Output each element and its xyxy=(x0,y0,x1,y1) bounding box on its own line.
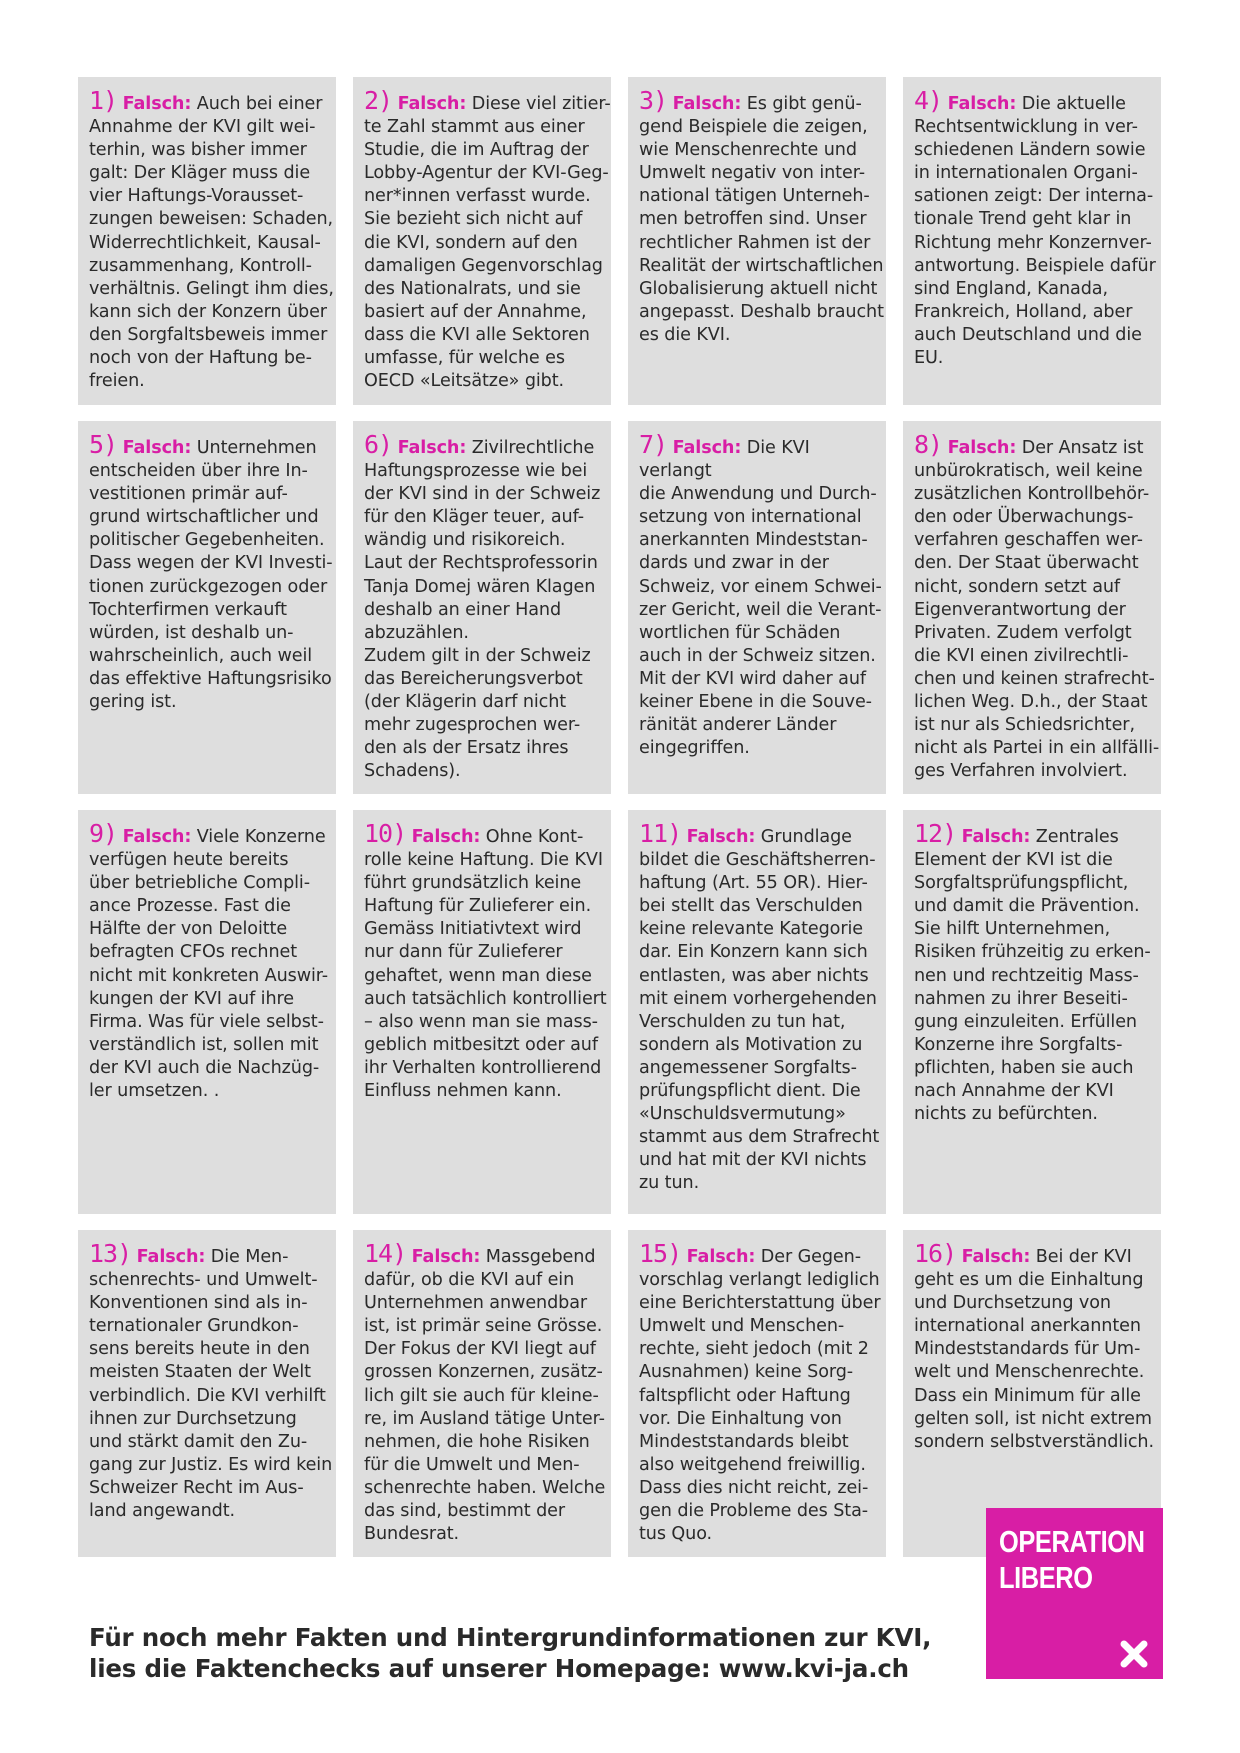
fact-number: 10) xyxy=(364,819,407,848)
fact-text: Ohne Kont- rolle keine Haftung. Die KVI führt grundsätzlich keine Haftung für Zulieferer ein. Gemäss Initiativtext wird nur dann für Zulieferer gehaftet, wenn man diese auch tatsächlich kontrolliert – also wenn man sie mass- geblich mitbesitzt oder auf ihr Verhalten kontrollierend Einfluss nehmen kann. xyxy=(364,827,607,1102)
fact-number: 9) xyxy=(89,819,118,848)
fact-card-6 xyxy=(353,421,611,794)
fact-number: 13) xyxy=(89,1239,132,1268)
fact-number: 15) xyxy=(639,1239,682,1268)
fact-grid xyxy=(78,77,1163,1573)
fact-label: Falsch: xyxy=(672,438,742,458)
fact-row-1 xyxy=(78,77,1163,405)
fact-card-13 xyxy=(78,1230,336,1557)
fact-card-10 xyxy=(353,810,611,1214)
fact-text: Die aktuelle Rechtsentwicklung in ver- schiedenen Ländern sowie in internationalen Organi- sationen zeigt: Der interna- tionale Trend geht klar in Richtung mehr Konzernver- antwortung. Beispiele dafür sind England, Kanada, Frankreich, Holland, aber auch Deutschland und die EU. xyxy=(914,94,1156,369)
fact-card-2 xyxy=(353,77,611,405)
fact-text: Zentrales Element der KVI ist die Sorgfaltsprüfungspflicht, und damit die Prävention. Sie hilft Unternehmen, Risiken frühzeitig zu erken- nen und rechtzeitig Mass- nahmen zu ihrer Beseiti- gung einzuleiten. Erfüllen Konzerne ihre Sorgfalts- pflichten, haben sie auch nach Annahme der KVI nichts zu befürchten. xyxy=(914,827,1151,1125)
fact-card-5 xyxy=(78,421,336,794)
logo-line-1: OPERATION xyxy=(999,1524,1145,1559)
fact-number: 7) xyxy=(639,430,668,459)
fact-label: Falsch: xyxy=(397,438,467,458)
fact-label: Falsch: xyxy=(947,94,1017,114)
fact-text: Auch bei einer Annahme der KVI gilt wei- terhin, was bisher immer galt: Der Kläger muss die vier Haftungs-Vorausset- zungen beweisen: Schaden, Widerrechtlichkeit, Kausal- zusammenhang, Kontroll- verhältnis. Gelingt ihm dies, kann sich der Konzern über den Sorgfaltsbeweis immer noch von der Haftung be- freien. xyxy=(89,94,334,392)
fact-text: Die KVI verlangt die Anwendung und Durch- setzung von international anerkannten Mindeststan- dards und zwar in der Schweiz, vor einem Schwei- zer Gericht, weil die Verant- wortlichen für Schäden auch in der Schweiz sitzen. Mit der KVI wird daher auf keiner Ebene in die Souve- ränität anderer Länder eingegriffen. xyxy=(639,438,882,759)
fact-text: Zivilrechtliche Haftungsprozesse wie bei der KVI sind in der Schweiz für den Kläger teuer, auf- wändig und risikoreich. Laut der Rechtsprofessorin Tanja Domej wären Klagen deshalb an einer Hand abzuzählen. Zudem gilt in der Schweiz das Bereicherungsverbot (der Klägerin darf nicht mehr zugesprochen wer- den als der Ersatz ihres Schadens). xyxy=(364,438,601,782)
fact-card-8 xyxy=(903,421,1161,794)
fact-number: 14) xyxy=(364,1239,407,1268)
operation-libero-logo xyxy=(986,1508,1163,1679)
fact-number: 3) xyxy=(639,86,668,115)
fact-label: Falsch: xyxy=(122,94,192,114)
logo-line-2: LIBERO xyxy=(999,1560,1093,1595)
fact-card-1 xyxy=(78,77,336,405)
fact-label: Falsch: xyxy=(411,827,481,847)
fact-row-3 xyxy=(78,810,1163,1214)
fact-label: Falsch: xyxy=(961,827,1031,847)
fact-card-11 xyxy=(628,810,886,1214)
fact-label: Falsch: xyxy=(947,438,1017,458)
fact-card-7 xyxy=(628,421,886,794)
fact-text: Massgebend dafür, ob die KVI auf ein Unternehmen anwendbar ist, ist primär seine Grösse. Der Fokus der KVI liegt auf grossen Konzernen, zusätz- lich gilt sie auch für kleine- re, im Ausland tätige Unter- nehmen, die hohe Risiken für die Umwelt und Men- schenrechte haben. Welche das sind, bestimmt der Bundesrat. xyxy=(364,1247,606,1545)
fact-label: Falsch: xyxy=(411,1247,481,1267)
fact-text: Die Men- schenrechts- und Umwelt- Konventionen sind als in- ternationaler Grundkon- sens bereits heute in den meisten Staaten der Welt verbindlich. Die KVI verhilft ihnen zur Durchsetzung und stärkt damit den Zu- gang zur Justiz. Es wird kein Schweizer Recht im Aus- land angewandt. xyxy=(89,1247,333,1522)
fact-text: Grundlage bildet die Geschäftsherren- haftung (Art. 55 OR). Hier- bei stellt das Verschulden keine relevante Kategorie dar. Ein Konzern kann sich entlasten, was aber nichts mit einem vorhergehenden Verschulden zu tun hat, sondern als Motivation zu angemessener Sorgfalts- prüfungspflicht dient. Die «Unschuldsvermutung» stammt aus dem Strafrecht und hat mit der KVI nichts zu tun. xyxy=(639,827,880,1194)
x-icon xyxy=(1119,1639,1149,1669)
fact-card-14 xyxy=(353,1230,611,1557)
fact-text: Der Ansatz ist unbürokratisch, weil keine zusätzlichen Kontrollbehör- den oder Überwachungs- verfahren geschaffen wer- den. Der Staat überwacht nicht, sondern setzt auf Eigenverantwortung der Privaten. Zudem verfolgt die KVI einen zivilrechtli- chen und keinen strafrecht- lichen Weg. D.h., der Staat ist nur als Schiedsrichter, nicht als Partei in ein allfälli- ges Verfahren involviert. xyxy=(914,438,1160,782)
fact-number: 2) xyxy=(364,86,393,115)
fact-label: Falsch: xyxy=(122,438,192,458)
fact-row-2 xyxy=(78,421,1163,794)
fact-card-3 xyxy=(628,77,886,405)
fact-label: Falsch: xyxy=(686,827,756,847)
fact-card-4 xyxy=(903,77,1161,405)
fact-number: 5) xyxy=(89,430,118,459)
fact-text: Bei der KVI geht es um die Einhaltung und Durchsetzung von international anerkannten Mindeststandards für Um- welt und Menschenrechte. Dass ein Minimum für alle gelten soll, ist nicht extrem sondern selbstverständlich. xyxy=(914,1247,1154,1452)
fact-text: Viele Konzerne verfügen heute bereits über betriebliche Compli- ance Prozesse. Fast die Hälfte der von Deloitte befragten CFOs rechnet nicht mit konkreten Auswir- kungen der KVI auf ihre Firma. Was für viele selbst- verständlich ist, sollen mit der KVI auch die Nachzüg- ler umsetzen. . xyxy=(89,827,329,1102)
fact-label: Falsch: xyxy=(672,94,742,114)
fact-label: Falsch: xyxy=(686,1247,756,1267)
fact-text: Der Gegen- vorschlag verlangt lediglich eine Berichterstattung über Umwelt und Menschen- rechte, sieht jedoch (mit 2 Ausnahmen) keine Sorg- faltspflicht oder Haftung vor. Die Einhaltung von Mindeststandards bleibt also weitgehend freiwillig. Dass dies nicht reicht, zei- gen die Probleme des Sta- tus Quo. xyxy=(639,1247,881,1545)
fact-label: Falsch: xyxy=(136,1247,206,1267)
fact-number: 16) xyxy=(914,1239,957,1268)
fact-label: Falsch: xyxy=(397,94,467,114)
fact-label: Falsch: xyxy=(961,1247,1031,1267)
fact-label: Falsch: xyxy=(122,827,192,847)
fact-number: 12) xyxy=(914,819,957,848)
fact-text: Es gibt genü- gend Beispiele die zeigen, wie Menschenrechte und Umwelt negativ von inter- national tätigen Unterneh- men betroffen sind. Unser rechtlicher Rahmen ist der Realität der wirtschaftlichen Globalisierung aktuell nicht angepasst. Deshalb braucht es die KVI. xyxy=(639,94,884,345)
fact-card-15 xyxy=(628,1230,886,1557)
fact-number: 1) xyxy=(89,86,118,115)
fact-card-12 xyxy=(903,810,1161,1214)
fact-number: 6) xyxy=(364,430,393,459)
fact-number: 4) xyxy=(914,86,943,115)
footer-note: Für noch mehr Fakten und Hintergrundinformationen zur KVI, lies die Faktenchecks auf unserer Homepage: www.kvi-ja.ch xyxy=(89,1623,932,1683)
fact-text: Unternehmen entscheiden über ihre In- vestitionen primär auf- grund wirtschaftlicher und politischer Gegebenheiten. Dass wegen der KVI Investi- tionen zurückgezogen oder Tochterfirmen verkauft würden, ist deshalb un- wahrscheinlich, auch weil das effektive Haftungsrisiko gering ist. xyxy=(89,438,333,713)
fact-number: 11) xyxy=(639,819,682,848)
fact-number: 8) xyxy=(914,430,943,459)
fact-text: Diese viel zitier- te Zahl stammt aus einer Studie, die im Auftrag der Lobby-Agentur der KVI-Geg- ner*innen verfasst wurde. Sie bezieht sich nicht auf die KVI, sondern auf den damaligen Gegenvorschlag des Nationalrats, und sie basiert auf der Annahme, dass die KVI alle Sektoren umfasse, für welche es OECD «Leitsätze» gibt. xyxy=(364,94,611,392)
fact-card-9 xyxy=(78,810,336,1214)
